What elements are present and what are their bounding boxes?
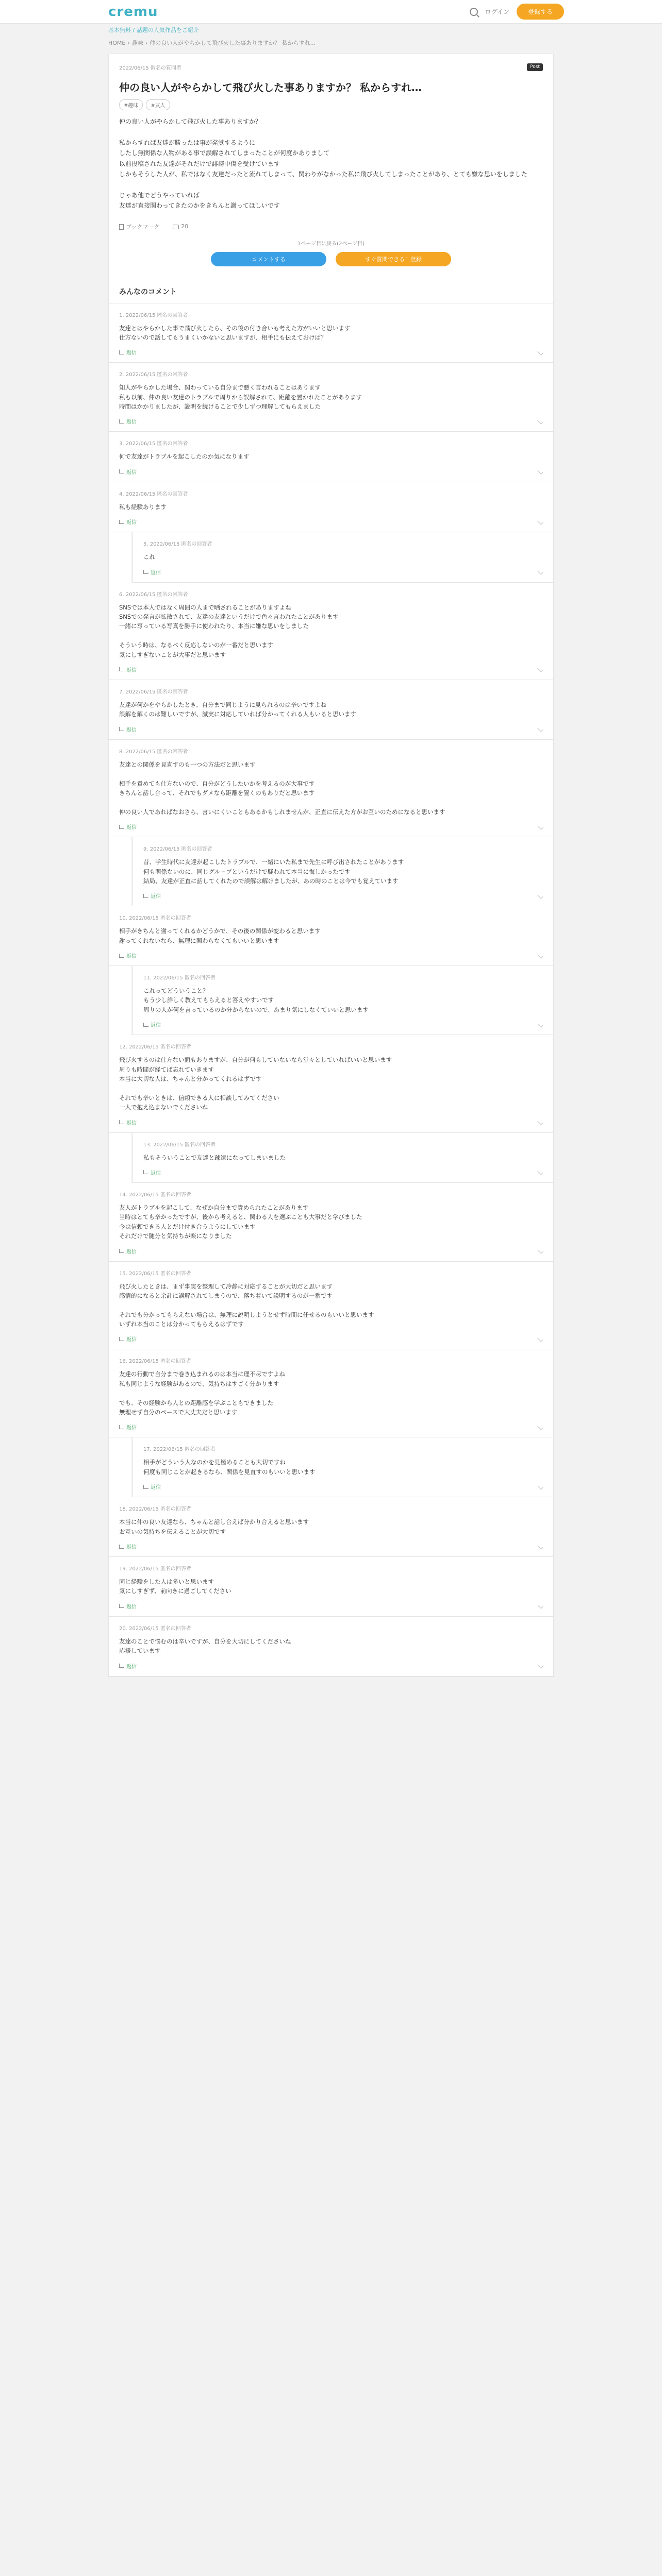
search-icon[interactable] <box>470 8 478 16</box>
tag[interactable]: #友人 <box>146 99 170 110</box>
comment-body: 友人がトラブルを起こして、なぜか自分まで責められたことがあります 当時はとても辛かったですが、後から考えると、関わる人を選ぶことも大事だと学びました 今は信頼できる人とだけ付き合うようにしています それだけで随分と気持ちが楽になりました <box>119 1204 362 1240</box>
comment-actions <box>119 1543 543 1550</box>
reply-button[interactable]: 返信 <box>151 1170 161 1176</box>
comment-list <box>109 303 553 1676</box>
reply-button[interactable]: 返信 <box>126 350 137 357</box>
page-link[interactable]: 1ページ目に戻る(2ページ目) <box>297 241 365 247</box>
comment-actions <box>119 1662 543 1670</box>
comment-actions <box>143 892 543 900</box>
comment-body: 何で友達がトラブルを起こしたのか気になります <box>119 453 250 461</box>
question-actions <box>119 223 543 231</box>
comment-actions <box>119 725 543 733</box>
reply-icon <box>119 1425 124 1429</box>
comment-meta: 1. 2022/06/15 匿名の回答者 <box>119 312 188 318</box>
comment-meta: 9. 2022/06/15 匿名の回答者 <box>143 846 212 853</box>
reply-icon <box>119 727 124 731</box>
chevron-down-icon[interactable] <box>537 469 543 474</box>
share-post-button[interactable]: Post <box>527 63 543 71</box>
chevron-down-icon[interactable] <box>537 1170 543 1175</box>
ask-question-button[interactable]: すぐ質問できる！登録 <box>336 252 451 266</box>
comment-item <box>109 1035 553 1132</box>
comment-body: 飛び火したときは、まず事実を整理して冷静に対応することが大切だと思います 感情的になると余計に誤解されてしまうので、落ち着いて説明するのが一番です それでも分かってもらえない場合は、無理に説明しようとせず時間に任せるのもいいと思います いずれ本当のことは分かってもらえるはずです <box>119 1282 374 1328</box>
comment-body: 私も経験あります <box>119 503 167 511</box>
reply-button[interactable]: 返信 <box>126 1120 137 1126</box>
comment-item <box>109 363 553 432</box>
comment-count-value: 20 <box>181 223 189 230</box>
reply-button[interactable]: 返信 <box>126 1425 137 1431</box>
comment-body: 同じ経験をした人は多いと思います 気にしすぎず、前向きに過ごしてください <box>119 1578 231 1595</box>
comment-item <box>131 1133 553 1183</box>
tag[interactable]: #趣味 <box>119 99 143 110</box>
comment-actions <box>119 1118 543 1126</box>
chevron-down-icon[interactable] <box>537 349 543 355</box>
cta-row <box>119 252 543 266</box>
reply-button[interactable]: 返信 <box>126 1337 137 1343</box>
comment-actions <box>119 468 543 476</box>
comment-meta: 15. 2022/06/15 匿名の回答者 <box>119 1270 191 1277</box>
comment-item <box>109 1497 553 1557</box>
breadcrumb-separator: › <box>127 39 130 46</box>
reply-icon <box>119 667 124 671</box>
breadcrumb-category[interactable]: 趣味 <box>131 40 143 46</box>
comment-body: 友達とはやらかした事で飛び火したら、その後の付き合いも考えた方がいいと思います 仕方ないので話してもうまくいかないと思いますが、相手にも伝えておけば？ <box>119 324 351 341</box>
breadcrumb-separator: › <box>145 39 148 46</box>
chevron-down-icon[interactable] <box>537 569 543 574</box>
comment-actions <box>119 1247 543 1255</box>
comment-meta: 3. 2022/06/15 匿名の回答者 <box>119 441 188 447</box>
comment-actions <box>119 348 543 356</box>
chevron-down-icon[interactable] <box>537 1484 543 1489</box>
signup-button[interactable]: 登録する <box>517 4 564 20</box>
comment-actions <box>119 952 543 959</box>
comment-meta: 17. 2022/06/15 匿名の回答者 <box>143 1447 216 1453</box>
reply-button[interactable]: 返信 <box>126 825 137 831</box>
reply-icon <box>119 1337 124 1341</box>
comment-actions <box>119 1602 543 1610</box>
reply-button[interactable]: 返信 <box>126 1545 137 1550</box>
reply-icon <box>119 825 124 829</box>
reply-button[interactable]: 返信 <box>126 520 137 526</box>
comment-item <box>109 432 553 482</box>
comment-meta: 12. 2022/06/15 匿名の回答者 <box>119 1044 191 1050</box>
chevron-down-icon[interactable] <box>537 1022 543 1027</box>
breadcrumb <box>0 36 662 49</box>
reply-icon <box>119 954 124 958</box>
chevron-down-icon[interactable] <box>537 519 543 524</box>
reply-button[interactable]: 返信 <box>151 1485 161 1491</box>
breadcrumb-current: 仲の良い人がやらかして飛び火した事ありますか？ 私からすれ... <box>150 40 316 46</box>
question-body: 仲の良い人がやらかして飛び火した事ありますか？ 私からすれば友達が勝ったは事が発覚するように したし無関係な人物がある事で誤解されてしまったことが何度かありまして 以前投稿された友達がそれだけで誹謗中傷を受けています しかもそうした人が、私ではなく友達だったと流れてしまって、関わりがなかった私に飛び火してしまったことがあり、とても嫌な思いをしました じゃあ他でどうやっていれば 友達が直接関わってきたのかをきちんと謝ってほしいです <box>119 118 527 210</box>
reply-icon <box>119 1604 124 1608</box>
chevron-down-icon[interactable] <box>537 1248 543 1253</box>
comment-actions <box>143 568 543 576</box>
site-header <box>0 0 662 24</box>
reply-icon <box>119 520 124 524</box>
login-link[interactable]: ログイン <box>485 8 509 15</box>
comment-body: これ <box>143 553 155 561</box>
comment-body: 昔、学生時代に友達が起こしたトラブルで、一緒にいた私まで先生に呼び出されたことがあります 何も関係ないのに、同じグループというだけで疑われて本当に悔しかったです 結局、友達が正直に話してくれたので誤解は解けましたが、あの時のことは今でも覚えています <box>143 858 404 885</box>
comment-item <box>109 1262 553 1350</box>
comment-body: SNSでは本人ではなく周囲の人まで晒されることがありますよね SNSでの発言が拡散されて、友達の友達というだけで色々言われたことがあります 一緒に写っている写真を勝手に使われたり、本当に嫌な思いをしました そういう時は、なるべく反応しないのが一番だと思います 気にしすぎないことが大事だと思います <box>119 603 339 658</box>
comment-actions <box>119 823 543 831</box>
question-section <box>109 54 553 279</box>
promo-banner[interactable]: 基本無料 / 話題の人気作品をご紹介 <box>108 27 199 33</box>
comment-meta: 11. 2022/06/15 匿名の回答者 <box>143 975 216 981</box>
reply-button[interactable]: 返信 <box>126 727 137 733</box>
comment-meta: 2. 2022/06/15 匿名の回答者 <box>119 372 188 378</box>
comment-count[interactable] <box>173 223 188 230</box>
comment-body: 私もそういうことで友達と疎遠になってしまいました <box>143 1154 286 1161</box>
reply-button[interactable]: 返信 <box>126 954 137 960</box>
comment-item <box>131 532 553 582</box>
chevron-down-icon[interactable] <box>537 893 543 899</box>
question-meta-text: 2022/06/15 匿名の質問者 <box>119 65 181 71</box>
reply-icon <box>119 1120 124 1124</box>
comment-item <box>109 303 553 363</box>
bookmark-icon <box>119 224 124 230</box>
comment-actions <box>119 1423 543 1431</box>
reply-icon <box>143 894 148 898</box>
comment-meta: 5. 2022/06/15 匿名の回答者 <box>143 541 212 548</box>
chevron-down-icon[interactable] <box>537 1544 543 1549</box>
reply-icon <box>143 570 148 574</box>
comment-meta: 18. 2022/06/15 匿名の回答者 <box>119 1506 191 1513</box>
comment-item <box>109 1183 553 1262</box>
reply-button[interactable]: 返信 <box>151 570 161 576</box>
comment-actions <box>119 417 543 425</box>
header-actions <box>470 4 564 20</box>
comment-body: 友達が何かをやらかしたとき、自分まで同じように見られるのは辛いですよね 誤解を解くのは難しいですが、誠実に対応していれば分かってくれる人もいると思います <box>119 701 356 718</box>
comment-body: 友達のことで悩むのは辛いですが、自分を大切にしてくださいね 応援しています <box>119 1637 291 1655</box>
comment-body: 相手がきちんと謝ってくれるかどうかで、その後の関係が変わると思います 謝ってくれないなら、無理に関わらなくてもいいと思います <box>119 927 321 944</box>
reply-icon <box>143 1485 148 1489</box>
comment-actions <box>143 1483 543 1490</box>
main-content <box>108 54 554 1677</box>
bookmark-button[interactable] <box>119 223 159 231</box>
comment-meta: 7. 2022/06/15 匿名の回答者 <box>119 689 188 695</box>
reply-icon <box>119 1545 124 1549</box>
reply-icon <box>143 1170 148 1174</box>
comment-item <box>131 966 553 1035</box>
reply-button[interactable]: 返信 <box>126 419 137 426</box>
comment-meta: 8. 2022/06/15 匿名の回答者 <box>119 749 188 755</box>
reply-icon <box>119 469 124 473</box>
comment-meta: 14. 2022/06/15 匿名の回答者 <box>119 1192 191 1198</box>
breadcrumb-home[interactable]: HOME <box>108 39 126 46</box>
comment-item <box>131 1437 553 1497</box>
reply-icon <box>119 350 124 354</box>
comment-body: 友達との関係を見直すのも一つの方法だと思います 相手を責めても仕方ないので、自分がどうしたいかを考えるのが大事です きちんと話し合って、それでもダメなら距離を置くのもありだと思います 仲の良い人であればなおさら、言いにくいこともあるかもしれませんが、正直に伝えた方がお互いのためになると思います <box>119 760 445 816</box>
comment-item <box>131 837 553 906</box>
comment-actions <box>119 518 543 526</box>
chevron-down-icon[interactable] <box>537 1663 543 1668</box>
chevron-down-icon[interactable] <box>537 1336 543 1342</box>
reply-icon <box>119 1664 124 1668</box>
comment-actions <box>143 1168 543 1176</box>
chevron-down-icon[interactable] <box>537 418 543 424</box>
comment-item <box>109 740 553 837</box>
comment-body: 相手がどういう人なのかを見極めることも大切ですね 何度も同じことが起きるなら、関係を見直すのもいいと思います <box>143 1459 316 1476</box>
reply-button[interactable]: 返信 <box>126 667 137 673</box>
chevron-down-icon[interactable] <box>537 667 543 672</box>
reply-icon <box>119 1249 124 1253</box>
chevron-down-icon[interactable] <box>537 1424 543 1430</box>
comment-meta: 6. 2022/06/15 匿名の回答者 <box>119 591 188 598</box>
site-logo[interactable]: cremu <box>108 4 158 20</box>
bookmark-label: ブックマーク <box>126 223 160 230</box>
comment-item <box>109 1557 553 1617</box>
comment-actions <box>143 1021 543 1028</box>
reply-button[interactable]: 返信 <box>151 894 161 900</box>
comment-body: これってどういうこと？ もう少し詳しく教えてもらえると答えやすいです 周りの人が何を言っているのか分からないので、あまり気にしなくていいと思います <box>143 987 369 1013</box>
comment-meta: 4. 2022/06/15 匿名の回答者 <box>119 491 188 497</box>
comment-item <box>109 906 553 966</box>
comment-actions <box>119 666 543 673</box>
comment-item <box>109 1349 553 1437</box>
comment-body: 友達の行動で自分まで巻き込まれるのは本当に理不尽ですよね 私も同じような経験があるので、気持ちはすごく分かります でも、その経験から人との距離感を学ぶこともできました 無理せず自分のペースで大丈夫だと思います <box>119 1370 285 1416</box>
comment-meta: 16. 2022/06/15 匿名の回答者 <box>119 1359 191 1365</box>
comments-heading: みんなのコメント <box>109 279 553 303</box>
comment-meta: 13. 2022/06/15 匿名の回答者 <box>143 1142 216 1148</box>
comment-item <box>109 482 553 532</box>
chevron-down-icon[interactable] <box>537 1603 543 1609</box>
reply-icon <box>143 1023 148 1027</box>
chevron-down-icon[interactable] <box>537 824 543 829</box>
chevron-down-icon[interactable] <box>537 953 543 958</box>
comment-actions <box>119 1335 543 1343</box>
comment-meta: 20. 2022/06/15 匿名の回答者 <box>119 1625 191 1632</box>
chevron-down-icon[interactable] <box>537 726 543 732</box>
comment-icon <box>173 225 179 229</box>
reply-button[interactable]: 返信 <box>126 1249 137 1255</box>
comment-item <box>109 680 553 740</box>
comment-button[interactable]: コメントする <box>211 252 326 266</box>
reply-button[interactable]: 返信 <box>151 1023 161 1029</box>
page-title: 仲の良い人がやらかして飛び火した事ありますか？ 私からすれ… <box>119 81 422 94</box>
tag-list <box>119 99 543 110</box>
comment-meta: 10. 2022/06/15 匿名の回答者 <box>119 916 191 922</box>
question-meta <box>119 63 543 71</box>
reply-button[interactable]: 返信 <box>126 469 137 476</box>
comment-body: 知人がやらかした場合、関わっている自分まで悪く言われることはあります 私も以前、仲の良い友達のトラブルで周りから誤解されて、距離を置かれたことがあります 時間はかかりましたが、説明を続けることで少しずつ理解してもらえました <box>119 384 362 411</box>
comment-body: 飛び火するのは仕方ない面もありますが、自分が何もしていないなら堂々としていればいいと思います 周りも時間が経てば忘れていきます 本当に大切な人は、ちゃんと分かってくれるはずです それでも辛いときは、信頼できる人に相談してみてください 一人で抱え込まないでくださいね <box>119 1056 392 1111</box>
reply-button[interactable]: 返信 <box>126 1604 137 1610</box>
chevron-down-icon[interactable] <box>537 1119 543 1125</box>
comment-item <box>109 583 553 680</box>
comment-body: 本当に仲の良い友達なら、ちゃんと話し合えば分かり合えると思います お互いの気持ちを伝えることが大切です <box>119 1518 309 1535</box>
reply-button[interactable]: 返信 <box>126 1664 137 1670</box>
reply-icon <box>119 419 124 423</box>
comment-item <box>109 1617 553 1676</box>
comment-meta: 19. 2022/06/15 匿名の回答者 <box>119 1566 191 1572</box>
